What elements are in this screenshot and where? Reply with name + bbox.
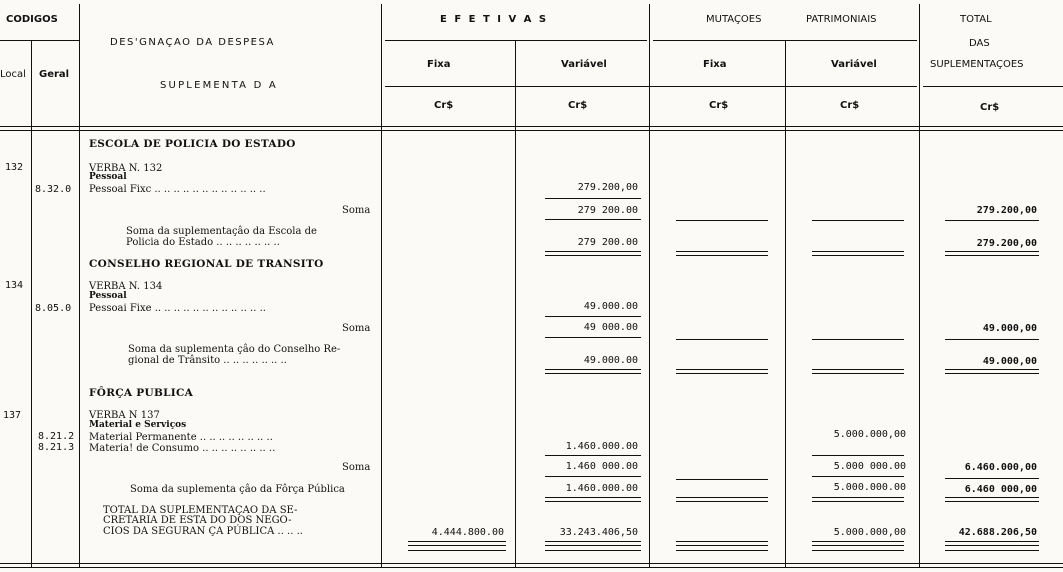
item-code-8320: 8.32.0 — [35, 184, 72, 195]
verba-132: VERBA N. 132 — [89, 163, 163, 174]
rule-gt-patr-fixa-under — [676, 550, 768, 551]
local-code-132: 132 — [5, 162, 24, 173]
item-code-8213: 8.21.3 — [38, 442, 75, 453]
item-variavel-132: 279.200,00 — [577, 182, 638, 193]
rule-s3-sup-patr-variavel — [812, 497, 904, 502]
rule-s3-sup-patr-fixa — [676, 497, 768, 502]
soma-total-137: 6.460.000,00 — [964, 462, 1037, 473]
rule-s1-item — [545, 198, 641, 199]
rule-fixa-variavel — [515, 40, 516, 568]
sup-patr-variavel-137: 5.000.000.00 — [833, 482, 906, 493]
sup-variavel-134: 49.000.00 — [583, 355, 638, 366]
rule-s2-sup-variavel — [545, 369, 641, 374]
rule-gt-patr-fixa — [676, 541, 768, 546]
rule-s3-soma-variavel — [545, 476, 641, 477]
item-label-material-permanente: Material Permanente .. .. .. .. .. .. .. .. — [89, 432, 273, 443]
sup-label-137: Soma da suplementa çâo da Fôrça Pública — [130, 484, 345, 495]
item-label-pessoal-fixo-134: Pessoai Fixe .. .. .. .. .. .. .. .. .. .. .. .. — [89, 303, 266, 314]
rule-s3-item-patr-variavel — [812, 455, 904, 456]
section-title-forca-publica: FÔRÇA PUBLICA — [89, 387, 194, 399]
group-pessoal-132: Pessoal — [89, 172, 127, 182]
soma-label-134: Soma — [342, 323, 371, 334]
grand-total-efetiva-variavel: 33.243.406,50 — [559, 527, 638, 538]
rule-s2-soma-patr-fixa — [676, 339, 768, 340]
verba-134: VERBA N. 134 — [89, 281, 163, 292]
local-code-137: 137 — [3, 410, 22, 421]
rule-s1-soma-total — [945, 220, 1039, 221]
section-title-escola: ESCOLA DE POLICIA DO ESTADO — [89, 138, 296, 150]
item-label-pessoal-fixo-132: Pessoal Fixc .. .. .. .. .. .. .. .. .. .. .. .. — [89, 184, 266, 195]
soma-variavel-134: 49 000.00 — [583, 322, 638, 333]
soma-variavel-137: 1.460 000.00 — [565, 461, 638, 472]
rule-patr-fixa-variavel — [785, 40, 786, 568]
sup-total-134: 49.000,00 — [982, 356, 1037, 367]
verba-137: VERBA N 137 — [89, 410, 160, 421]
grand-total-total: 42.688.206,50 — [958, 527, 1037, 538]
header-currency-total: Cr$ — [980, 102, 1000, 113]
soma-total-132: 279.200,00 — [976, 205, 1037, 216]
rule-s2-soma-total — [945, 339, 1039, 340]
item-code-8050: 8.05.0 — [35, 303, 72, 314]
rule-s1-sup-patr-fixa — [676, 251, 768, 256]
header-mutacoes: MUTAÇOES — [706, 14, 762, 25]
group-material-servicos: Material e Serviços — [89, 420, 187, 430]
item-code-8212: 8.21.2 — [38, 431, 75, 442]
local-code-134: 134 — [5, 280, 24, 291]
sup-label-134-line2: gional de Trânsito .. .. .. .. .. .. .. — [128, 355, 287, 366]
section-title-conselho: CONSELHO REGIONAL DE TRANSITO — [89, 258, 324, 270]
rule-mutacoes-total — [919, 4, 920, 568]
header-currency-patrimonial-variavel: Cr$ — [840, 100, 860, 111]
rule-header-codigos — [0, 40, 79, 41]
soma-patr-variavel-137: 5.000 000.00 — [833, 461, 906, 472]
rule-s3-soma-patr-variavel — [812, 476, 904, 477]
rule-s2-soma-variavel — [545, 337, 641, 338]
rule-s1-soma-patr-fixa — [676, 220, 768, 221]
header-geral: Geral — [39, 69, 70, 80]
header-variavel-efetiva: Variável — [561, 59, 607, 70]
rule-gt-total-under — [945, 550, 1039, 551]
item2-variavel-137: 1.460.000.00 — [565, 441, 638, 452]
rule-left-local — [31, 40, 32, 568]
sup-label-132-line1: Soma da suplementaçâo da Escola de — [126, 226, 317, 237]
header-total: TOTAL — [960, 14, 992, 25]
rule-header-total — [923, 86, 1063, 87]
grand-total-label-line1: TOTAL DA SUPLEMENTAÇAO DA SE- — [103, 505, 298, 516]
rule-s2-soma-patr-variavel — [812, 339, 904, 340]
sup-total-137: 6.460 000,00 — [964, 484, 1037, 495]
sup-label-134-line1: Soma da suplementa çâo do Conselho Re- — [128, 344, 341, 355]
rule-header-mutacoes — [653, 40, 917, 41]
sup-variavel-137: 1.460.000.00 — [565, 483, 638, 494]
rule-s1-sup-variavel — [545, 251, 641, 256]
rule-s3-item-variavel — [545, 455, 641, 456]
item-variavel-134: 49.000.00 — [583, 301, 638, 312]
rule-efetivas-mutacoes — [649, 4, 650, 568]
rule-gt-efetiva-variavel-under — [545, 550, 641, 551]
header-codigos: CODIGOS — [6, 14, 58, 25]
group-pessoal-134: Pessoal — [89, 291, 127, 301]
rule-gt-total — [945, 541, 1039, 546]
header-fixa-patrimonial: Fixa — [703, 59, 727, 70]
rule-s1-sup-total — [945, 251, 1039, 256]
rule-header-efetivas — [385, 40, 647, 41]
header-designacao-line2: SUPLEMENTA D A — [160, 80, 278, 91]
rule-s1-sup-patr-variavel — [812, 251, 904, 256]
rule-desc-fixa — [381, 4, 382, 568]
header-patrimoniais: PATRIMONIAIS — [806, 14, 877, 25]
header-currency-patrimonial-fixa: Cr$ — [709, 100, 729, 111]
rule-s3-soma-total — [945, 478, 1039, 479]
rule-s1-soma-variavel — [545, 219, 641, 220]
header-currency-efetiva-fixa: Cr$ — [434, 100, 454, 111]
rule-geral-desc — [79, 4, 80, 568]
grand-total-patr-variavel: 5.000.000,00 — [833, 527, 906, 538]
rule-s1-soma-patr-variavel — [812, 220, 904, 221]
soma-total-134: 49.000,00 — [982, 323, 1037, 334]
soma-label-132: Soma — [342, 205, 371, 216]
rule-gt-patr-variavel — [812, 541, 904, 546]
header-das: DAS — [969, 38, 990, 49]
header-efetivas: E F E T I V A S — [440, 14, 549, 25]
header-local: Local — [0, 69, 26, 80]
rule-s3-soma-patr-fixa — [676, 479, 768, 480]
rule-gt-efetiva-variavel — [545, 541, 641, 546]
rule-gt-efetiva-fixa-under — [408, 550, 506, 551]
rule-s3-sup-variavel — [545, 497, 641, 502]
rule-page-bottom — [0, 563, 1063, 568]
rule-gt-efetiva-fixa — [408, 541, 506, 546]
rule-s2-sup-patr-fixa — [676, 369, 768, 374]
soma-label-137: Soma — [342, 462, 371, 473]
rule-gt-patr-variavel-under — [812, 550, 904, 551]
header-currency-efetiva-variavel: Cr$ — [568, 100, 588, 111]
rule-s3-sup-total — [945, 497, 1039, 502]
header-designacao-line1: DES'GNAÇAO DA DESPESA — [110, 37, 275, 48]
rule-header-subcols — [385, 86, 917, 87]
rule-s2-sup-total — [945, 369, 1039, 374]
header-variavel-patrimonial: Variável — [831, 59, 877, 70]
sup-label-132-line2: Policia do Estado .. .. .. .. .. .. .. — [126, 237, 280, 248]
item-label-material-consumo: Materia! de Consumo .. .. .. .. .. .. .. .. — [89, 443, 276, 454]
soma-variavel-132: 279 200.00 — [577, 205, 638, 216]
rule-s2-item — [545, 316, 641, 317]
rule-s2-sup-patr-variavel — [812, 369, 904, 374]
rule-header-bottom — [0, 126, 1063, 131]
sup-total-132: 279.200,00 — [976, 238, 1037, 249]
header-suplementacoes: SUPLEMENTAÇOES — [930, 59, 1024, 70]
grand-total-efetiva-fixa: 4.444.800.00 — [431, 527, 504, 538]
header-fixa-efetiva: Fixa — [427, 59, 451, 70]
item1-patr-variavel-137: 5.000.000,00 — [833, 429, 906, 440]
sup-variavel-132: 279 200.00 — [577, 237, 638, 248]
grand-total-label-line3: CIOS DA SEGURAN ÇA PÚBLICA .. .. .. — [103, 526, 303, 537]
grand-total-label-line2: CRETARIA DE ESTA DO DOS NEGO- — [103, 515, 292, 526]
